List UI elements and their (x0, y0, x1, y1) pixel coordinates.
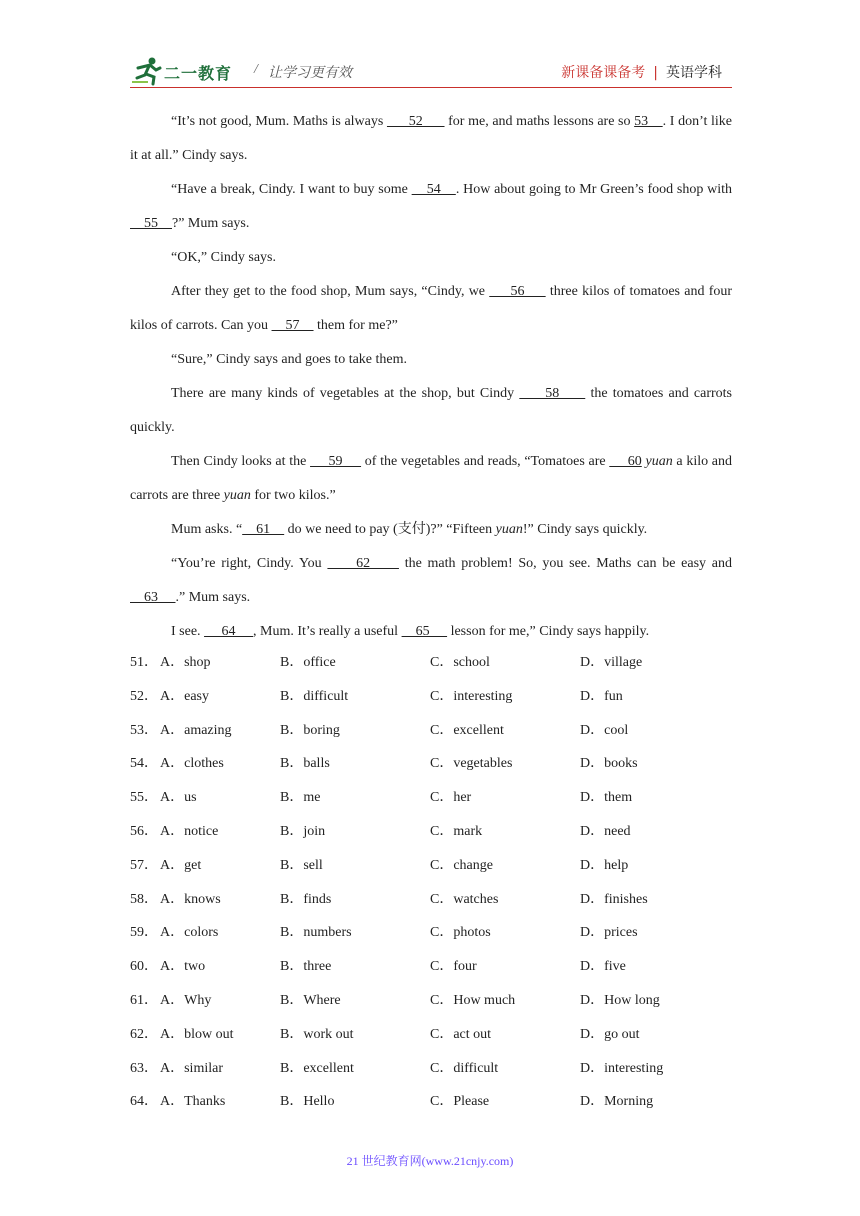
passage-text: for two kilos.” (250, 488, 336, 503)
question-row (130, 883, 732, 917)
answer-blank: 60 (609, 454, 642, 469)
question-row (130, 815, 732, 849)
answer-blank: 54 (411, 182, 456, 197)
answer-blank: 57 (271, 318, 314, 333)
question-number: 57． (130, 857, 158, 873)
passage-paragraph (130, 343, 732, 377)
option-d[interactable]: D．prices (580, 925, 638, 941)
answer-blank: 65 (401, 624, 448, 639)
option-d[interactable]: D．interesting (580, 1060, 664, 1076)
question-row (130, 714, 732, 748)
answer-blank: 55 (130, 216, 172, 231)
option-a[interactable]: A．blow out (160, 1026, 234, 1042)
option-b[interactable]: B．balls (280, 756, 330, 772)
option-c[interactable]: C．difficult (430, 1060, 499, 1076)
runner-logo-icon (130, 56, 164, 86)
option-c[interactable]: C．school (430, 655, 490, 670)
option-d[interactable]: D．five (580, 959, 626, 975)
answer-blank: 56 (489, 284, 546, 299)
passage-text: a kilo and carrots are three (130, 454, 733, 503)
option-c[interactable]: C．excellent (430, 722, 504, 738)
passage (130, 105, 732, 649)
option-a[interactable]: A．Why (160, 992, 212, 1008)
option-a[interactable]: A．Thanks (160, 1094, 226, 1110)
passage-paragraph (130, 275, 732, 343)
option-b[interactable]: B．office (280, 655, 336, 670)
option-a[interactable]: A．us (160, 790, 197, 806)
answer-blank: 52 (386, 114, 445, 129)
passage-text: After they get to the food shop, Mum says, “Cindy, we (171, 284, 490, 299)
option-d[interactable]: D．fun (580, 688, 623, 704)
question-number: 54． (130, 756, 158, 772)
question-number: 51． (130, 655, 158, 670)
question-row (130, 984, 732, 1018)
option-b[interactable]: B．join (280, 823, 326, 839)
option-b[interactable]: B．me (280, 790, 321, 806)
passage-text: Then Cindy looks at the (171, 454, 311, 469)
page-header (130, 54, 732, 88)
option-a[interactable]: A．colors (160, 925, 219, 941)
question-row (130, 1085, 732, 1119)
passage-text: . I don’t like it at all.” Cindy says. (130, 114, 732, 163)
option-b[interactable]: B．three (280, 959, 332, 975)
question-number: 53． (130, 722, 158, 738)
logo-text: 二一教育 (164, 64, 233, 83)
option-a[interactable]: A．two (160, 959, 206, 975)
option-c[interactable]: C．her (430, 790, 472, 806)
question-row (130, 646, 732, 680)
question-number: 60． (130, 959, 158, 975)
option-b[interactable]: B．excellent (280, 1060, 354, 1076)
question-row (130, 781, 732, 815)
passage-text: the tomatoes and carrots quickly. (130, 386, 732, 435)
option-a[interactable]: A．notice (160, 823, 219, 839)
passage-text: three kilos of tomatoes and four kilos of carrots. Can you (130, 284, 733, 333)
question-number: 55． (130, 790, 158, 806)
passage-text: Mum asks. “ (171, 522, 243, 537)
question-row (130, 1052, 732, 1086)
question-row (130, 1018, 732, 1052)
italic-text: yuan (495, 522, 523, 537)
passage-paragraph (130, 615, 732, 649)
question-number: 64． (130, 1094, 158, 1110)
option-c[interactable]: C．photos (430, 925, 491, 941)
option-c[interactable]: C．vegetables (430, 756, 513, 772)
header-subject-label: 英语学科 (666, 65, 722, 81)
option-d[interactable]: D．How long (580, 992, 660, 1008)
answer-blank: 59 (310, 454, 362, 469)
option-b[interactable]: B．Hello (280, 1094, 335, 1110)
option-b[interactable]: B．difficult (280, 688, 349, 704)
option-b[interactable]: B．Where (280, 992, 341, 1008)
option-b[interactable]: B．finds (280, 891, 332, 907)
brand-logo (130, 56, 250, 86)
passage-text: There are many kinds of vegetables at the shop, but Cindy (171, 386, 520, 401)
answer-blank: 61 (242, 522, 285, 537)
option-c[interactable]: C．watches (430, 891, 499, 907)
question-number: 63． (130, 1060, 158, 1076)
header-subject (561, 62, 722, 82)
italic-text: yuan (645, 454, 673, 469)
option-a[interactable]: A．amazing (160, 722, 232, 738)
options-list (130, 646, 732, 1119)
option-b[interactable]: B．numbers (280, 925, 352, 941)
question-row (130, 950, 732, 984)
header-course-label: 新课备课备考 (561, 65, 646, 81)
option-c[interactable]: C．mark (430, 823, 483, 839)
option-c[interactable]: C．interesting (430, 688, 513, 704)
option-b[interactable]: B．sell (280, 857, 323, 873)
option-d[interactable]: D．books (580, 756, 638, 772)
option-d[interactable]: D．cool (580, 722, 629, 738)
slogan: 让学习更有效 (268, 65, 352, 81)
passage-text: “You’re right, Cindy. You (171, 556, 328, 571)
header-rule (130, 87, 732, 88)
option-b[interactable]: B．work out (280, 1026, 354, 1042)
option-d[interactable]: D．need (580, 823, 631, 839)
question-number: 56． (130, 823, 158, 839)
answer-blank: 63 (130, 590, 176, 605)
question-number: 52． (130, 688, 158, 704)
question-number: 58． (130, 891, 158, 907)
question-number: 61． (130, 992, 158, 1008)
question-row (130, 916, 732, 950)
answer-blank: 58 (519, 386, 586, 401)
passage-text: them for me?” (313, 318, 398, 333)
slogan-divider: / (254, 62, 258, 77)
option-d[interactable]: D．help (580, 857, 629, 873)
question-row (130, 849, 732, 883)
option-d[interactable]: D．village (580, 655, 643, 670)
passage-paragraph (130, 241, 732, 275)
passage-text: “OK,” Cindy says. (171, 250, 276, 265)
option-c[interactable]: C．Please (430, 1094, 490, 1110)
option-b[interactable]: B．boring (280, 722, 340, 738)
passage-text: “Sure,” Cindy says and goes to take them. (171, 352, 408, 367)
option-a[interactable]: A．get (160, 857, 202, 873)
option-d[interactable]: D．Morning (580, 1094, 654, 1110)
passage-paragraph (130, 513, 732, 547)
option-a[interactable]: A．knows (160, 891, 221, 907)
passage-text: , Mum. It’s really a useful (253, 624, 402, 639)
option-d[interactable]: D．go out (580, 1026, 640, 1042)
option-c[interactable]: C．four (430, 959, 477, 975)
question-row (130, 680, 732, 714)
question-number: 62． (130, 1026, 158, 1042)
option-c[interactable]: C．act out (430, 1026, 492, 1042)
passage-text: !” Cindy says quickly. (522, 522, 648, 537)
option-a[interactable]: A．clothes (160, 756, 224, 772)
passage-text: .” Mum says. (175, 590, 251, 605)
option-d[interactable]: D．finishes (580, 891, 648, 907)
passage-paragraph (130, 173, 732, 241)
option-a[interactable]: A．easy (160, 688, 209, 704)
passage-text: the math problem! So, you see. Maths can be easy and (398, 556, 733, 571)
italic-text: yuan (223, 488, 251, 503)
footer-link[interactable]: 21 世纪教育网(www.21cnjy.com) (346, 1154, 514, 1168)
option-d[interactable]: D．them (580, 790, 633, 806)
passage-paragraph (130, 547, 732, 615)
option-c[interactable]: C．How much (430, 992, 516, 1008)
passage-text: “It’s not good, Mum. Maths is always (171, 114, 387, 129)
passage-text: for me, and maths lessons are so (444, 114, 635, 129)
passage-text: do we need to pay (支付)?” “Fifteen (284, 522, 496, 537)
passage-text: of the vegetables and reads, “Tomatoes are (361, 454, 610, 469)
answer-blank: 64 (204, 624, 254, 639)
answer-blank: 62 (327, 556, 399, 571)
answer-blank: 53 (634, 114, 663, 129)
header-separator: | (653, 65, 658, 81)
passage-paragraph (130, 445, 732, 513)
passage-paragraph (130, 377, 732, 445)
passage-text: . How about going to Mr Green’s food shop with (455, 182, 732, 197)
passage-text: lesson for me,” Cindy says happily. (447, 624, 650, 639)
passage-text: ?” Mum says. (172, 216, 250, 231)
option-c[interactable]: C．change (430, 857, 493, 873)
question-number: 59． (130, 925, 158, 941)
passage-text: “Have a break, Cindy. I want to buy some (171, 182, 412, 197)
passage-paragraph (130, 105, 732, 173)
question-row (130, 747, 732, 781)
passage-text: I see. (171, 624, 205, 639)
option-a[interactable]: A．shop (160, 655, 211, 670)
option-a[interactable]: A．similar (160, 1060, 223, 1076)
